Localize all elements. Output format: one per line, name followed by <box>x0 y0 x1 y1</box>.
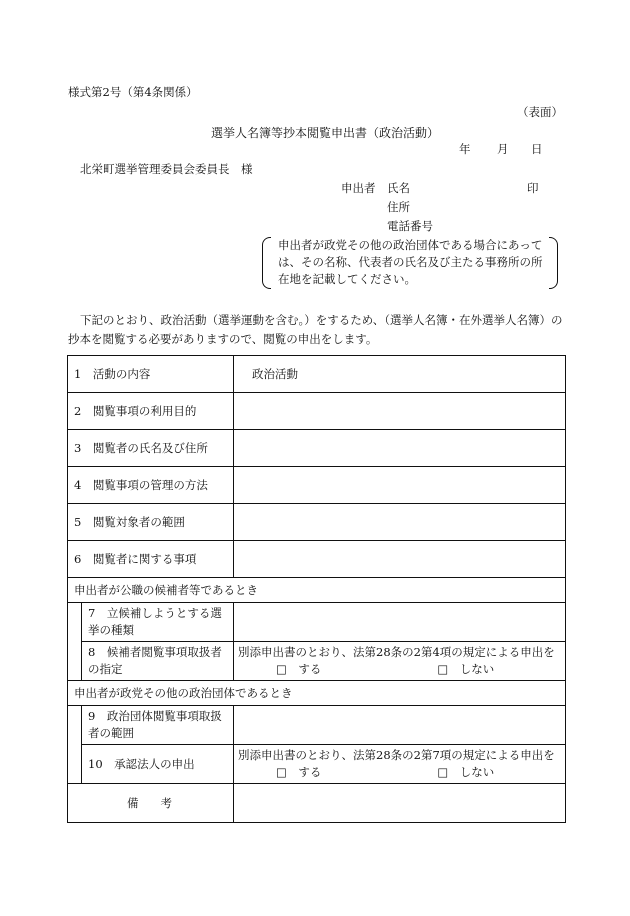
table-row <box>68 745 566 784</box>
table-row <box>68 393 566 430</box>
remarks-label: 備考 <box>68 784 234 823</box>
table-row <box>68 603 566 642</box>
row-label: 10 承認法人の申出 <box>82 745 234 784</box>
page-title: 選挙人名簿等抄本閲覧申出書（政治活動） <box>211 126 440 140</box>
row-label: 1 活動の内容 <box>68 356 234 393</box>
application-table <box>67 355 566 823</box>
bracket-note-text: 申出者が政党その他の政治団体である場合にあっては、その名称、代表者の氏名及び主たる事務所の所在地を記載してください。 <box>278 238 543 286</box>
row10-yes-checkbox[interactable]: □ する <box>276 765 322 779</box>
indent-spacer <box>68 603 82 642</box>
intro-paragraph <box>68 311 564 349</box>
applicant-label: 申出者 <box>341 181 376 195</box>
form-number: 様式第2号（第4条関係） <box>68 85 198 99</box>
date-year: 年 <box>459 142 471 156</box>
row10-no-checkbox[interactable]: □ しない <box>437 765 495 779</box>
row-value[interactable]: 政治活動 <box>234 356 566 393</box>
table-row <box>68 430 566 467</box>
row-value[interactable] <box>234 430 566 467</box>
row8-yes-checkbox[interactable]: □ する <box>276 662 322 676</box>
table-row <box>68 356 566 393</box>
row10-text: 別添申出書のとおり、法第28条の2第7項の規定による申出を <box>238 748 555 762</box>
section-candidate-heading: 申出者が公職の候補者等であるとき <box>68 578 566 603</box>
indent-spacer <box>68 745 82 784</box>
row8-no-checkbox[interactable]: □ しない <box>437 662 495 676</box>
table-row <box>68 467 566 504</box>
row-label: 7 立候補しようとする選挙の種類 <box>82 603 234 642</box>
row-label: 6 閲覧者に関する事項 <box>68 541 234 578</box>
indent-spacer <box>68 642 82 681</box>
row-value[interactable] <box>234 706 566 745</box>
section-party-heading: 申出者が政党その他の政治団体であるとき <box>68 681 566 706</box>
table-row <box>68 504 566 541</box>
section-heading-row <box>68 681 566 706</box>
seal-label: 印 <box>527 181 539 195</box>
applicant-name-label: 氏名 <box>387 181 410 195</box>
row-value <box>234 642 566 681</box>
row-value[interactable] <box>234 393 566 430</box>
addressee: 北栄町選挙管理委員会委員長 様 <box>80 162 253 176</box>
row-label: 4 閲覧事項の管理の方法 <box>68 467 234 504</box>
row-value[interactable] <box>234 541 566 578</box>
row-label: 3 閲覧者の氏名及び住所 <box>68 430 234 467</box>
row-value[interactable] <box>234 504 566 541</box>
row-label: 5 閲覧対象者の範囲 <box>68 504 234 541</box>
row8-text: 別添申出書のとおり、法第28条の2第4項の規定による申出を <box>238 645 555 659</box>
row-label: 2 閲覧事項の利用目的 <box>68 393 234 430</box>
table-row <box>68 541 566 578</box>
table-row <box>68 706 566 745</box>
row-value[interactable] <box>234 603 566 642</box>
row-label: 8 候補者閲覧事項取扱者の指定 <box>82 642 234 681</box>
bracket-note <box>262 237 558 289</box>
row-value[interactable] <box>234 467 566 504</box>
bracket-right <box>549 237 558 289</box>
section-heading-row <box>68 578 566 603</box>
date-day: 日 <box>531 142 543 156</box>
applicant-address-label: 住所 <box>387 200 410 214</box>
remarks-value[interactable] <box>234 784 566 823</box>
bracket-left <box>262 237 271 289</box>
intro-text: 下記のとおり、政治活動（選挙運動を含む。）をするため、（選挙人名簿・在外選挙人名簿）の抄本を閲覧する必要がありますので、閲覧の申出をします。 <box>68 313 563 346</box>
side-label: （表面） <box>517 105 563 119</box>
row-value <box>234 745 566 784</box>
row-label: 9 政治団体閲覧事項取扱者の範囲 <box>82 706 234 745</box>
table-row <box>68 784 566 823</box>
indent-spacer <box>68 706 82 745</box>
applicant-phone-label: 電話番号 <box>387 219 433 233</box>
table-row <box>68 642 566 681</box>
date-month: 月 <box>497 142 509 156</box>
